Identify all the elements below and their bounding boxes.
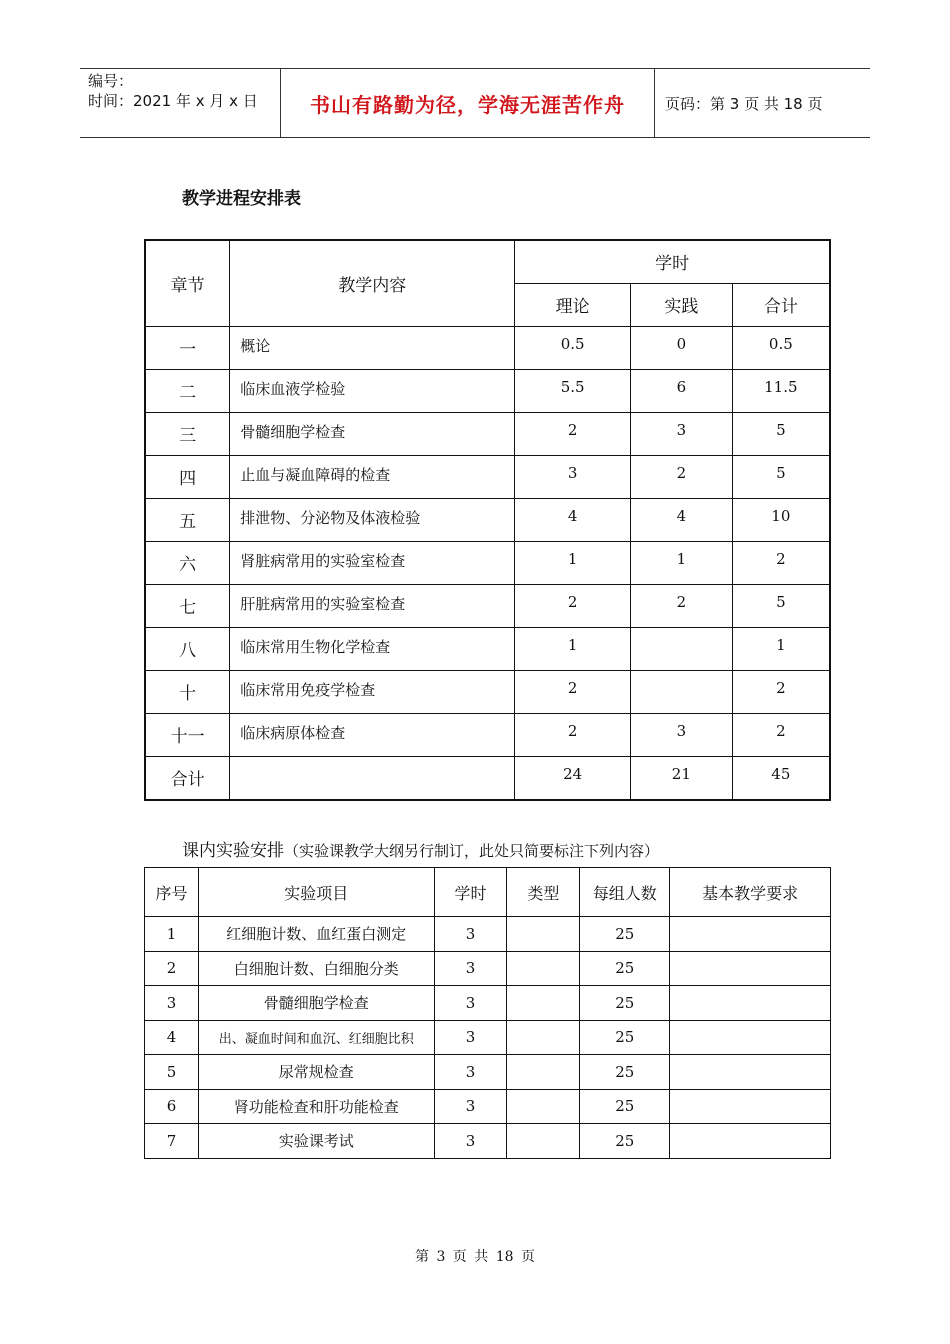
no-cell: 5	[145, 1055, 199, 1090]
no-cell: 6	[145, 1089, 199, 1124]
group-cell: 25	[580, 1055, 670, 1090]
table-row	[145, 1020, 831, 1055]
table-row	[145, 542, 830, 585]
theory-cell: 5.5	[515, 370, 631, 413]
chapter-cell: 三	[145, 413, 230, 456]
content-cell: 排泄物、分泌物及体液检验	[230, 499, 515, 542]
header-theory: 理论	[515, 284, 631, 327]
total-cell: 11.5	[732, 370, 830, 413]
item-cell: 骨髓细胞学检查	[198, 986, 434, 1021]
hours-cell: 3	[434, 1055, 507, 1090]
chapter-cell: 六	[145, 542, 230, 585]
content-cell: 肝脏病常用的实验室检查	[230, 585, 515, 628]
total-cell: 45	[732, 757, 830, 801]
table-row	[145, 499, 830, 542]
header-no: 序号	[145, 868, 199, 917]
practice-cell: 3	[631, 714, 733, 757]
practice-cell	[631, 628, 733, 671]
header-group: 每组人数	[580, 868, 670, 917]
total-cell: 10	[732, 499, 830, 542]
motto: 书山有路勤为径，学海无涯苦作舟	[281, 69, 655, 137]
schedule-title: 教学进程安排表	[182, 189, 301, 209]
theory-cell: 1	[515, 628, 631, 671]
type-cell	[507, 1124, 580, 1159]
chapter-cell: 合计	[145, 757, 230, 801]
hours-cell: 3	[434, 1124, 507, 1159]
item-cell: 肾功能检查和肝功能检查	[198, 1089, 434, 1124]
practice-cell: 2	[631, 456, 733, 499]
header-practice: 实践	[631, 284, 733, 327]
total-cell: 1	[732, 628, 830, 671]
table-row	[145, 714, 830, 757]
theory-cell: 2	[515, 671, 631, 714]
group-cell: 25	[580, 951, 670, 986]
practice-cell: 4	[631, 499, 733, 542]
item-cell: 白细胞计数、白细胞分类	[198, 951, 434, 986]
table-row	[145, 413, 830, 456]
experiments-title	[182, 836, 659, 861]
table-row	[145, 1124, 831, 1159]
header-total: 合计	[732, 284, 830, 327]
req-cell	[670, 1124, 831, 1159]
group-cell: 25	[580, 1020, 670, 1055]
total-cell: 5	[732, 413, 830, 456]
req-cell	[670, 986, 831, 1021]
total-cell: 0.5	[732, 327, 830, 370]
hours-cell: 3	[434, 1020, 507, 1055]
table-row	[145, 986, 831, 1021]
practice-cell: 6	[631, 370, 733, 413]
chapter-cell: 七	[145, 585, 230, 628]
chapter-cell: 四	[145, 456, 230, 499]
practice-cell	[631, 671, 733, 714]
total-cell: 5	[732, 585, 830, 628]
theory-cell: 4	[515, 499, 631, 542]
practice-cell: 2	[631, 585, 733, 628]
total-cell: 2	[732, 714, 830, 757]
header-chapter: 章节	[145, 240, 230, 327]
req-cell	[670, 1055, 831, 1090]
content-cell: 临床常用生物化学检查	[230, 628, 515, 671]
header-item: 实验项目	[198, 868, 434, 917]
table-row	[145, 917, 831, 952]
theory-cell: 2	[515, 714, 631, 757]
theory-cell: 0.5	[515, 327, 631, 370]
experiments-note: （实验课教学大纲另行制订，此处只简要标注下列内容）	[284, 842, 660, 860]
page-label: 页码：第 3 页 共 18 页	[665, 94, 823, 113]
page-footer: 第 3 页 共 18 页	[415, 1249, 535, 1265]
group-cell: 25	[580, 1089, 670, 1124]
theory-cell: 2	[515, 413, 631, 456]
time-label: 时间：2021 年 x 月 x 日	[88, 92, 258, 110]
content-cell: 临床病原体检查	[230, 714, 515, 757]
total-cell: 5	[732, 456, 830, 499]
practice-cell: 3	[631, 413, 733, 456]
total-cell: 2	[732, 542, 830, 585]
chapter-cell: 五	[145, 499, 230, 542]
table-row	[145, 757, 830, 801]
table-row	[145, 370, 830, 413]
type-cell	[507, 986, 580, 1021]
schedule-table	[144, 239, 831, 801]
no-cell: 3	[145, 986, 199, 1021]
theory-cell: 24	[515, 757, 631, 801]
hours-cell: 3	[434, 1089, 507, 1124]
chapter-cell: 二	[145, 370, 230, 413]
table-row	[145, 585, 830, 628]
header-type: 类型	[507, 868, 580, 917]
experiments-title-text: 课内实验安排	[182, 841, 284, 861]
req-cell	[670, 917, 831, 952]
experiments-table	[144, 867, 831, 1159]
table-row	[145, 1089, 831, 1124]
no-cell: 4	[145, 1020, 199, 1055]
practice-cell: 0	[631, 327, 733, 370]
type-cell	[507, 1020, 580, 1055]
content-cell: 肾脏病常用的实验室检查	[230, 542, 515, 585]
table-row	[145, 327, 830, 370]
page-header	[80, 68, 870, 138]
content-cell	[230, 757, 515, 801]
header-meta	[80, 69, 281, 137]
type-cell	[507, 1055, 580, 1090]
theory-cell: 1	[515, 542, 631, 585]
header-req: 基本教学要求	[670, 868, 831, 917]
header-exp-hours: 学时	[434, 868, 507, 917]
chapter-cell: 一	[145, 327, 230, 370]
no-cell: 2	[145, 951, 199, 986]
chapter-cell: 八	[145, 628, 230, 671]
type-cell	[507, 951, 580, 986]
req-cell	[670, 1089, 831, 1124]
chapter-cell: 十	[145, 671, 230, 714]
table-row	[145, 456, 830, 499]
theory-cell: 2	[515, 585, 631, 628]
hours-cell: 3	[434, 951, 507, 986]
content-cell: 止血与凝血障碍的检查	[230, 456, 515, 499]
group-cell: 25	[580, 917, 670, 952]
content-cell: 临床常用免疫学检查	[230, 671, 515, 714]
hours-cell: 3	[434, 986, 507, 1021]
number-label: 编号：	[88, 72, 134, 90]
content-cell: 骨髓细胞学检查	[230, 413, 515, 456]
req-cell	[670, 1020, 831, 1055]
item-cell: 尿常规检查	[198, 1055, 434, 1090]
table-row	[145, 628, 830, 671]
table-row	[145, 1055, 831, 1090]
table-row	[145, 671, 830, 714]
group-cell: 25	[580, 986, 670, 1021]
content-cell: 概论	[230, 327, 515, 370]
req-cell	[670, 951, 831, 986]
hours-cell: 3	[434, 917, 507, 952]
theory-cell: 3	[515, 456, 631, 499]
no-cell: 7	[145, 1124, 199, 1159]
practice-cell: 1	[631, 542, 733, 585]
header-content: 教学内容	[230, 240, 515, 327]
chapter-cell: 十一	[145, 714, 230, 757]
item-cell: 出、凝血时间和血沉、红细胞比积	[198, 1020, 434, 1055]
no-cell: 1	[145, 917, 199, 952]
type-cell	[507, 917, 580, 952]
item-cell: 实验课考试	[198, 1124, 434, 1159]
practice-cell: 21	[631, 757, 733, 801]
type-cell	[507, 1089, 580, 1124]
total-cell: 2	[732, 671, 830, 714]
item-cell: 红细胞计数、血红蛋白测定	[198, 917, 434, 952]
content-cell: 临床血液学检验	[230, 370, 515, 413]
table-row	[145, 951, 831, 986]
group-cell: 25	[580, 1124, 670, 1159]
header-hours: 学时	[515, 240, 830, 284]
